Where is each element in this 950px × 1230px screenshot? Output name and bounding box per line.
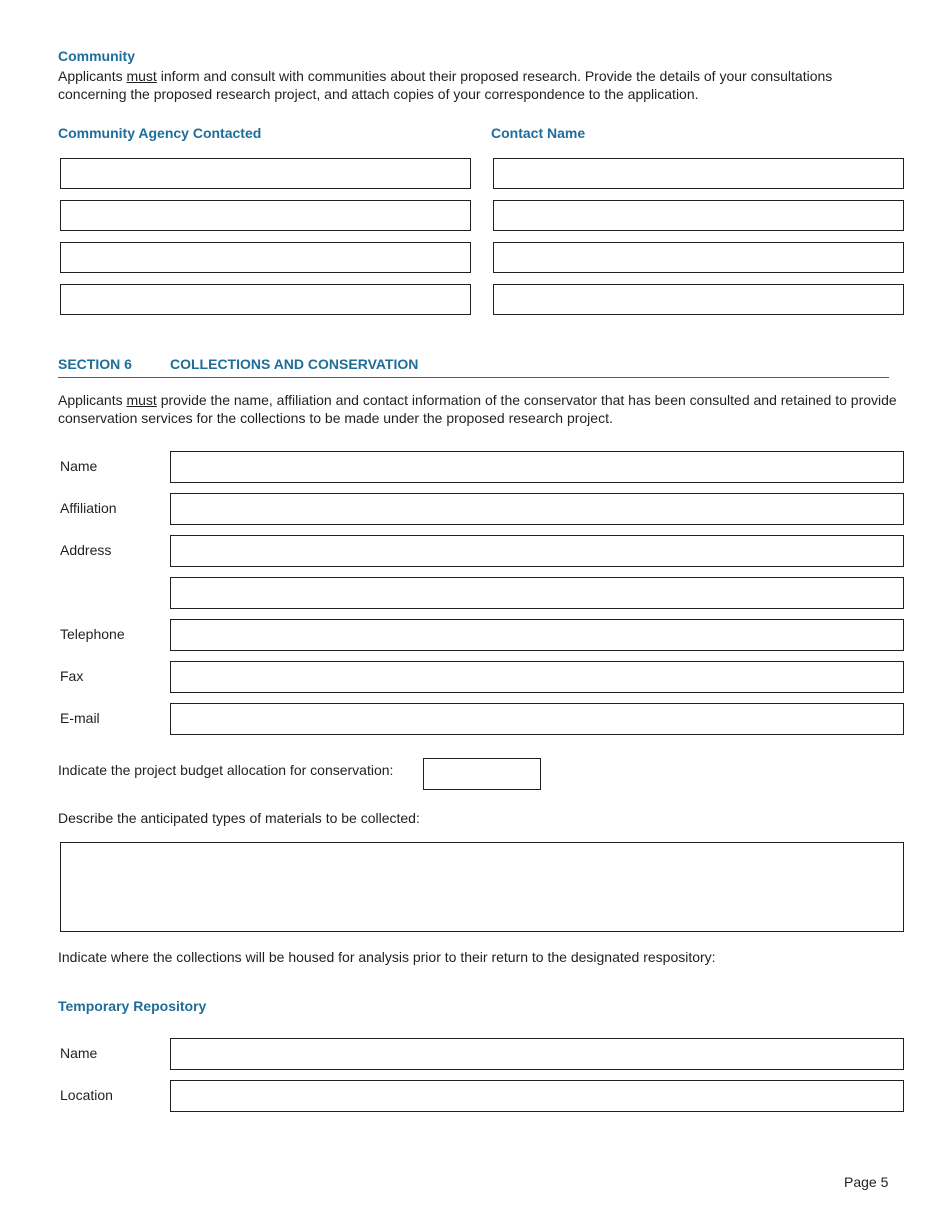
community-instructions: Applicants must inform and consult with communities about their proposed research. Provide the details of your consultations concerning the proposed research project, and attach copies of your correspondence to the application. — [58, 68, 833, 102]
repository-location-input[interactable] — [170, 1080, 904, 1112]
materials-textarea[interactable] — [60, 842, 904, 932]
repository-location-label: Location — [60, 1087, 113, 1103]
community-agency-input-3[interactable] — [60, 242, 471, 273]
repository-name-label: Name — [60, 1045, 98, 1061]
contact-name-input-1[interactable] — [493, 158, 904, 189]
must-emphasis: must — [126, 68, 157, 84]
budget-label: Indicate the project budget allocation for conservation: — [58, 762, 394, 778]
community-heading: Community — [58, 48, 135, 64]
fax-label: Fax — [60, 668, 84, 684]
address-input-line-1[interactable] — [170, 535, 904, 567]
email-label: E-mail — [60, 710, 100, 726]
telephone-label: Telephone — [60, 626, 125, 642]
fax-input[interactable] — [170, 661, 904, 693]
telephone-input[interactable] — [170, 619, 904, 651]
affiliation-input[interactable] — [170, 493, 904, 525]
contact-name-column-header: Contact Name — [491, 125, 586, 141]
temporary-repository-heading: Temporary Repository — [58, 998, 207, 1014]
affiliation-label: Affiliation — [60, 500, 117, 516]
page-number: Page 5 — [844, 1174, 889, 1190]
community-agency-input-1[interactable] — [60, 158, 471, 189]
address-input-line-2[interactable] — [170, 577, 904, 609]
repository-name-input[interactable] — [170, 1038, 904, 1070]
section-number: SECTION 6 — [58, 356, 132, 372]
conservator-name-input[interactable] — [170, 451, 904, 483]
community-agency-input-2[interactable] — [60, 200, 471, 231]
must-emphasis: must — [126, 392, 157, 408]
section-title: COLLECTIONS AND CONSERVATION — [170, 356, 419, 372]
housed-label: Indicate where the collections will be housed for analysis prior to their return to the designated respository: — [58, 949, 716, 965]
budget-input[interactable] — [423, 758, 541, 790]
name-label: Name — [60, 458, 98, 474]
contact-name-input-4[interactable] — [493, 284, 904, 315]
community-agency-input-4[interactable] — [60, 284, 471, 315]
section6-instructions: Applicants must provide the name, affiliation and contact information of the conservator that has been consulted and retained to provide conservation services for the collections to be made under the proposed research project. — [58, 392, 897, 426]
email-input[interactable] — [170, 703, 904, 735]
contact-name-input-3[interactable] — [493, 242, 904, 273]
materials-label: Describe the anticipated types of materials to be collected: — [58, 810, 420, 826]
community-agency-column-header: Community Agency Contacted — [58, 125, 262, 141]
address-label: Address — [60, 542, 112, 558]
section-divider — [58, 377, 889, 378]
contact-name-input-2[interactable] — [493, 200, 904, 231]
